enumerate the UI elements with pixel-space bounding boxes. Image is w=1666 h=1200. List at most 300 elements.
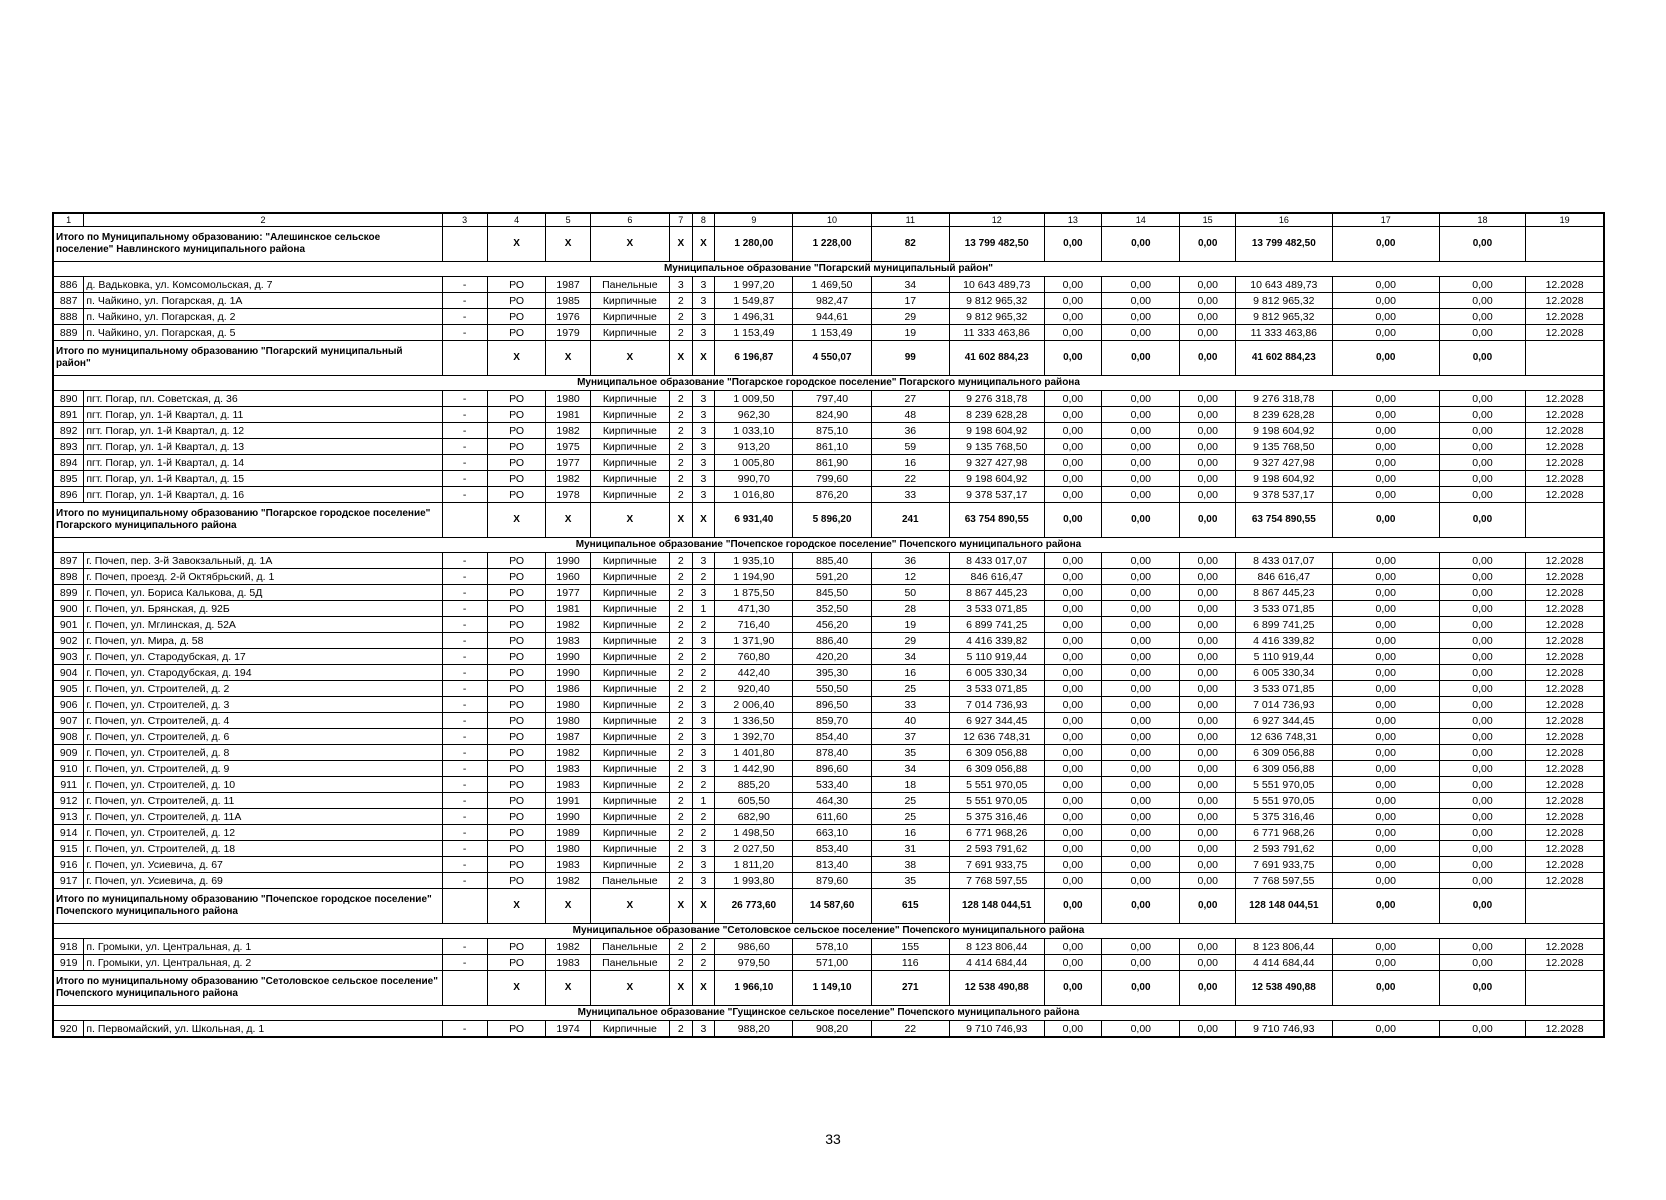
table-cell: X <box>669 341 692 376</box>
table-cell: 0,00 <box>1102 1021 1180 1038</box>
table-cell: 0,00 <box>1044 971 1102 1006</box>
subtotal-row <box>53 503 1604 538</box>
table-row <box>53 325 1604 341</box>
table-cell: 0,00 <box>1180 227 1236 262</box>
table-cell: 12.2028 <box>1526 617 1604 633</box>
table-cell <box>1526 503 1604 538</box>
table-cell: 16 <box>1235 213 1332 227</box>
table-cell: 0,00 <box>1439 889 1525 924</box>
table-cell: 17 <box>1332 213 1439 227</box>
table-cell: 920 <box>53 1021 84 1038</box>
table-cell: 0,00 <box>1044 777 1102 793</box>
table-cell: 0,00 <box>1044 585 1102 601</box>
table-cell: 464,30 <box>793 793 871 809</box>
table-cell: - <box>442 955 487 971</box>
table-cell: 0,00 <box>1180 503 1236 538</box>
table-cell: - <box>442 777 487 793</box>
table-cell: 1980 <box>546 697 590 713</box>
table-cell: 0,00 <box>1044 841 1102 857</box>
table-cell: 41 602 884,23 <box>1235 341 1332 376</box>
table-cell: 0,00 <box>1180 633 1236 649</box>
table-cell: 14 <box>1102 213 1180 227</box>
table-cell: 0,00 <box>1180 955 1236 971</box>
table-cell: 48 <box>871 407 949 423</box>
table-cell: 896,50 <box>793 697 871 713</box>
table-cell: Итого по муниципальному образованию "Сетоловское сельское поселение" Почепского муниципального района <box>53 971 442 1006</box>
table-cell: 29 <box>871 633 949 649</box>
table-cell: Итого по муниципальному образованию "Погарское городское поселение" Погарского муниципального района <box>53 503 442 538</box>
table-cell: 1977 <box>546 585 590 601</box>
table-cell: 0,00 <box>1332 293 1439 309</box>
table-cell: 0,00 <box>1102 227 1180 262</box>
table-cell: 0,00 <box>1102 971 1180 1006</box>
table-cell: 799,60 <box>793 471 871 487</box>
table-cell: 0,00 <box>1044 569 1102 585</box>
table-cell: 1982 <box>546 745 590 761</box>
table-cell: 22 <box>871 471 949 487</box>
table-row <box>53 1021 1604 1038</box>
table-cell: 12.2028 <box>1526 713 1604 729</box>
table-cell: 3 <box>692 841 715 857</box>
table-cell <box>442 503 487 538</box>
table-cell: - <box>442 745 487 761</box>
table-cell: п. Чайкино, ул. Погарская, д. 1А <box>84 293 442 309</box>
table-cell: - <box>442 601 487 617</box>
table-row <box>53 293 1604 309</box>
table-cell: 12.2028 <box>1526 309 1604 325</box>
table-row <box>53 713 1604 729</box>
table-cell: 12.2028 <box>1526 939 1604 955</box>
table-cell: 12.2028 <box>1526 809 1604 825</box>
table-cell: 2 <box>669 617 692 633</box>
table-cell: 0,00 <box>1180 487 1236 503</box>
table-cell: 903 <box>53 649 84 665</box>
table-cell: РО <box>487 745 546 761</box>
table-cell: 0,00 <box>1439 293 1525 309</box>
section-heading-row <box>53 262 1604 277</box>
table-cell: 128 148 044,51 <box>949 889 1044 924</box>
table-cell: Кирпичные <box>590 649 669 665</box>
table-cell: 0,00 <box>1332 745 1439 761</box>
table-cell: 915 <box>53 841 84 857</box>
table-cell: 0,00 <box>1439 503 1525 538</box>
table-cell: 8 123 806,44 <box>1235 939 1332 955</box>
table-cell: 3 <box>692 633 715 649</box>
table-cell: 6 309 056,88 <box>1235 745 1332 761</box>
table-cell: РО <box>487 649 546 665</box>
table-cell: 12.2028 <box>1526 585 1604 601</box>
table-cell: 0,00 <box>1439 569 1525 585</box>
table-cell: 3 533 071,85 <box>1235 681 1332 697</box>
table-cell: 0,00 <box>1439 585 1525 601</box>
table-cell: 34 <box>871 649 949 665</box>
table-cell: 1 496,31 <box>715 309 793 325</box>
table-cell: 9 198 604,92 <box>1235 423 1332 439</box>
table-cell: 0,00 <box>1439 665 1525 681</box>
table-cell: 3 <box>692 423 715 439</box>
table-cell: 0,00 <box>1044 939 1102 955</box>
table-cell: 33 <box>871 697 949 713</box>
table-cell: г. Почеп, ул. Строителей, д. 8 <box>84 745 442 761</box>
table-cell: 0,00 <box>1180 665 1236 681</box>
table-cell: 888 <box>53 309 84 325</box>
table-cell: РО <box>487 617 546 633</box>
table-cell: 12.2028 <box>1526 825 1604 841</box>
table-cell: 26 773,60 <box>715 889 793 924</box>
table-row <box>53 633 1604 649</box>
table-cell: п. Первомайский, ул. Школьная, д. 1 <box>84 1021 442 1038</box>
table-cell: 879,60 <box>793 873 871 889</box>
table-cell: РО <box>487 841 546 857</box>
table-cell: 9 710 746,93 <box>1235 1021 1332 1038</box>
table-cell: 9 276 318,78 <box>1235 391 1332 407</box>
table-cell: - <box>442 1021 487 1038</box>
table-cell: Кирпичные <box>590 487 669 503</box>
table-cell: 2 <box>669 857 692 873</box>
table-cell: 0,00 <box>1332 325 1439 341</box>
table-cell: 6 309 056,88 <box>1235 761 1332 777</box>
table-cell: 2 <box>669 697 692 713</box>
table-cell: 3 <box>692 439 715 455</box>
table-cell: 920,40 <box>715 681 793 697</box>
table-cell: 0,00 <box>1044 649 1102 665</box>
table-cell: 0,00 <box>1439 955 1525 971</box>
table-cell: 3 <box>692 1021 715 1038</box>
table-cell: 0,00 <box>1180 761 1236 777</box>
table-cell: 0,00 <box>1439 777 1525 793</box>
table-cell: 12 538 490,88 <box>1235 971 1332 1006</box>
table-cell: Кирпичные <box>590 729 669 745</box>
table-cell: 615 <box>871 889 949 924</box>
table-cell: X <box>692 503 715 538</box>
table-cell: 0,00 <box>1044 809 1102 825</box>
table-cell: 908,20 <box>793 1021 871 1038</box>
table-cell: г. Почеп, ул. Усиевича, д. 69 <box>84 873 442 889</box>
table-cell: 0,00 <box>1180 777 1236 793</box>
table-cell: 0,00 <box>1332 841 1439 857</box>
table-cell: 2 <box>692 955 715 971</box>
table-cell: 2 <box>84 213 442 227</box>
table-cell: 0,00 <box>1044 745 1102 761</box>
table-cell: 0,00 <box>1332 407 1439 423</box>
table-cell: 1 875,50 <box>715 585 793 601</box>
table-cell: 2 <box>669 955 692 971</box>
table-cell: 4 414 684,44 <box>1235 955 1332 971</box>
table-cell: 12.2028 <box>1526 857 1604 873</box>
table-cell: 0,00 <box>1044 227 1102 262</box>
table-cell: 913,20 <box>715 439 793 455</box>
subtotal-row <box>53 971 1604 1006</box>
table-cell: 0,00 <box>1439 601 1525 617</box>
table-cell: 0,00 <box>1102 955 1180 971</box>
table-cell: 19 <box>871 325 949 341</box>
table-cell: 0,00 <box>1332 665 1439 681</box>
table-cell: 11 333 463,86 <box>1235 325 1332 341</box>
table-cell: 0,00 <box>1439 713 1525 729</box>
table-cell: 456,20 <box>793 617 871 633</box>
table-cell: 0,00 <box>1102 793 1180 809</box>
table-cell: п. Громыки, ул. Центральная, д. 1 <box>84 939 442 955</box>
table-cell: 853,40 <box>793 841 871 857</box>
table-cell: 0,00 <box>1332 873 1439 889</box>
table-cell: 0,00 <box>1102 841 1180 857</box>
table-cell: 1 935,10 <box>715 553 793 569</box>
table-cell: 25 <box>871 793 949 809</box>
table-cell: 5 896,20 <box>793 503 871 538</box>
table-cell: г. Почеп, ул. Строителей, д. 10 <box>84 777 442 793</box>
table-cell: - <box>442 649 487 665</box>
table-cell: г. Почеп, ул. Стародубская, д. 17 <box>84 649 442 665</box>
table-cell: 885,20 <box>715 777 793 793</box>
table-cell: 990,70 <box>715 471 793 487</box>
table-cell: 1 194,90 <box>715 569 793 585</box>
table-cell: 9 812 965,32 <box>1235 293 1332 309</box>
table-cell: 0,00 <box>1102 423 1180 439</box>
table-cell: 0,00 <box>1332 857 1439 873</box>
table-cell: 12.2028 <box>1526 487 1604 503</box>
table-cell: 0,00 <box>1332 503 1439 538</box>
table-cell: 155 <box>871 939 949 955</box>
table-cell: г. Почеп, ул. Строителей, д. 2 <box>84 681 442 697</box>
table-row <box>53 439 1604 455</box>
table-cell: 0,00 <box>1180 569 1236 585</box>
table-cell: 0,00 <box>1332 341 1439 376</box>
table-cell: 1960 <box>546 569 590 585</box>
table-cell: 0,00 <box>1102 391 1180 407</box>
table-cell: Панельные <box>590 939 669 955</box>
table-cell: 908 <box>53 729 84 745</box>
table-cell: 0,00 <box>1439 487 1525 503</box>
table-cell: 12.2028 <box>1526 841 1604 857</box>
table-row <box>53 665 1604 681</box>
table-row <box>53 939 1604 955</box>
table-cell: 1981 <box>546 601 590 617</box>
table-cell: 0,00 <box>1180 873 1236 889</box>
table-cell: 12.2028 <box>1526 793 1604 809</box>
table-cell: 1 469,50 <box>793 277 871 293</box>
table-cell: 6 931,40 <box>715 503 793 538</box>
table-row <box>53 553 1604 569</box>
table-cell: 0,00 <box>1180 1021 1236 1038</box>
table-cell: 0,00 <box>1180 681 1236 697</box>
table-cell: Муниципальное образование "Гущинское сельское поселение" Почепского муниципального района <box>53 1006 1604 1021</box>
table-cell: 0,00 <box>1102 665 1180 681</box>
table-cell: 8 867 445,23 <box>1235 585 1332 601</box>
table-cell: 0,00 <box>1102 761 1180 777</box>
table-cell: 904 <box>53 665 84 681</box>
table-cell: РО <box>487 809 546 825</box>
table-cell: 0,00 <box>1102 939 1180 955</box>
table-cell: Кирпичные <box>590 407 669 423</box>
table-cell: 1983 <box>546 633 590 649</box>
table-cell: 907 <box>53 713 84 729</box>
table-cell: 2 <box>669 407 692 423</box>
table-cell: 2 593 791,62 <box>949 841 1044 857</box>
table-cell: 12.2028 <box>1526 745 1604 761</box>
table-cell: 896,60 <box>793 761 871 777</box>
table-cell: 33 <box>871 487 949 503</box>
table-cell: 0,00 <box>1044 277 1102 293</box>
table-cell: 2 <box>669 423 692 439</box>
table-cell: 4 414 684,44 <box>949 955 1044 971</box>
table-cell: X <box>546 889 590 924</box>
table-cell: - <box>442 423 487 439</box>
table-cell <box>1526 227 1604 262</box>
table-cell: 0,00 <box>1439 325 1525 341</box>
table-cell: пгт. Погар, ул. 1-й Квартал, д. 11 <box>84 407 442 423</box>
table-cell <box>1526 971 1604 1006</box>
table-cell: 3 <box>692 455 715 471</box>
table-cell: 0,00 <box>1439 391 1525 407</box>
table-cell: 1 005,80 <box>715 455 793 471</box>
table-cell: 716,40 <box>715 617 793 633</box>
table-cell: 846 616,47 <box>949 569 1044 585</box>
table-cell: - <box>442 665 487 681</box>
table-cell: 0,00 <box>1044 471 1102 487</box>
table-cell: 2 <box>669 729 692 745</box>
table-cell: - <box>442 455 487 471</box>
table-cell: 19 <box>1526 213 1604 227</box>
table-cell: 1982 <box>546 423 590 439</box>
table-cell: 0,00 <box>1180 309 1236 325</box>
table-cell: 2 <box>669 809 692 825</box>
table-cell: 3 <box>692 277 715 293</box>
table-cell: РО <box>487 471 546 487</box>
table-cell: 2 <box>669 471 692 487</box>
table-cell: Итого по муниципальному образованию "Погарский муниципальный район" <box>53 341 442 376</box>
table-cell: 1990 <box>546 665 590 681</box>
table-cell: 0,00 <box>1102 681 1180 697</box>
table-cell: г. Почеп, ул. Строителей, д. 3 <box>84 697 442 713</box>
table-cell: 0,00 <box>1044 955 1102 971</box>
table-cell: 12.2028 <box>1526 391 1604 407</box>
table-cell: 0,00 <box>1439 423 1525 439</box>
table-cell: 2 <box>669 553 692 569</box>
table-cell: 6 196,87 <box>715 341 793 376</box>
table-cell: 0,00 <box>1332 227 1439 262</box>
table-cell: 895 <box>53 471 84 487</box>
table-cell: 0,00 <box>1439 809 1525 825</box>
table-cell: 0,00 <box>1102 713 1180 729</box>
table-cell: 0,00 <box>1439 825 1525 841</box>
table-cell: 663,10 <box>793 825 871 841</box>
table-cell: 0,00 <box>1044 681 1102 697</box>
table-cell: 0,00 <box>1439 729 1525 745</box>
table-cell: 0,00 <box>1332 277 1439 293</box>
table-cell: 3 <box>669 277 692 293</box>
table-cell: 2 <box>669 1021 692 1038</box>
table-cell: 0,00 <box>1180 617 1236 633</box>
table-cell: 13 799 482,50 <box>949 227 1044 262</box>
subtotal-row <box>53 889 1604 924</box>
table-cell: 1980 <box>546 713 590 729</box>
table-cell: 1981 <box>546 407 590 423</box>
table-cell: г. Почеп, ул. Брянская, д. 92Б <box>84 601 442 617</box>
table-cell: 2 <box>669 569 692 585</box>
table-cell: РО <box>487 391 546 407</box>
table-cell: 6 771 968,26 <box>1235 825 1332 841</box>
table-cell: 0,00 <box>1439 1021 1525 1038</box>
table-cell: 0,00 <box>1332 391 1439 407</box>
table-cell: - <box>442 825 487 841</box>
table-cell: 12.2028 <box>1526 553 1604 569</box>
table-cell: 6 899 741,25 <box>1235 617 1332 633</box>
table-cell: 0,00 <box>1180 697 1236 713</box>
table-cell: 6 <box>590 213 669 227</box>
table-cell: пгт. Погар, ул. 1-й Квартал, д. 12 <box>84 423 442 439</box>
table-row <box>53 777 1604 793</box>
table-cell: РО <box>487 569 546 585</box>
table-cell: 9 812 965,32 <box>1235 309 1332 325</box>
table-cell: 2 027,50 <box>715 841 793 857</box>
table-cell: 2 <box>669 309 692 325</box>
table-cell: 0,00 <box>1180 325 1236 341</box>
table-cell: 8 <box>692 213 715 227</box>
table-cell: 0,00 <box>1044 697 1102 713</box>
table-cell: 82 <box>871 227 949 262</box>
table-cell <box>1526 341 1604 376</box>
table-cell: 8 239 628,28 <box>1235 407 1332 423</box>
table-cell: РО <box>487 601 546 617</box>
table-cell: 7 <box>669 213 692 227</box>
table-cell: 9 812 965,32 <box>949 293 1044 309</box>
table-cell: 0,00 <box>1044 889 1102 924</box>
table-cell: 891 <box>53 407 84 423</box>
table-cell: - <box>442 439 487 455</box>
table-cell: 905 <box>53 681 84 697</box>
table-cell: 7 014 736,93 <box>949 697 1044 713</box>
table-cell: г. Почеп, ул. Строителей, д. 9 <box>84 761 442 777</box>
table-cell: 1 280,00 <box>715 227 793 262</box>
table-row <box>53 569 1604 585</box>
table-cell: 986,60 <box>715 939 793 955</box>
table-cell: 0,00 <box>1044 761 1102 777</box>
table-cell: 1 401,80 <box>715 745 793 761</box>
table-cell: 906 <box>53 697 84 713</box>
table-cell: - <box>442 293 487 309</box>
table-cell: 0,00 <box>1180 471 1236 487</box>
table-cell: РО <box>487 423 546 439</box>
table-cell: X <box>669 503 692 538</box>
table-cell: 1982 <box>546 939 590 955</box>
table-cell: РО <box>487 455 546 471</box>
table-cell: Кирпичные <box>590 857 669 873</box>
table-cell: 3 <box>692 471 715 487</box>
table-cell: 12.2028 <box>1526 293 1604 309</box>
table-cell: 0,00 <box>1102 293 1180 309</box>
table-cell: 1980 <box>546 841 590 857</box>
table-cell: 12.2028 <box>1526 729 1604 745</box>
table-cell: 1989 <box>546 825 590 841</box>
table-cell: 0,00 <box>1332 439 1439 455</box>
table-cell: X <box>669 889 692 924</box>
table-cell: Кирпичные <box>590 793 669 809</box>
table-cell: 0,00 <box>1332 809 1439 825</box>
table-cell: г. Почеп, ул. Строителей, д. 6 <box>84 729 442 745</box>
table-cell: 571,00 <box>793 955 871 971</box>
table-row <box>53 873 1604 889</box>
table-cell: п. Громыки, ул. Центральная, д. 2 <box>84 955 442 971</box>
table-cell: 797,40 <box>793 391 871 407</box>
table-row <box>53 309 1604 325</box>
table-cell: 982,47 <box>793 293 871 309</box>
table-cell: 4 <box>487 213 546 227</box>
table-cell: 2 <box>669 601 692 617</box>
table-cell: 36 <box>871 553 949 569</box>
table-cell: 0,00 <box>1439 841 1525 857</box>
table-cell: 1 033,10 <box>715 423 793 439</box>
table-cell: 1975 <box>546 439 590 455</box>
